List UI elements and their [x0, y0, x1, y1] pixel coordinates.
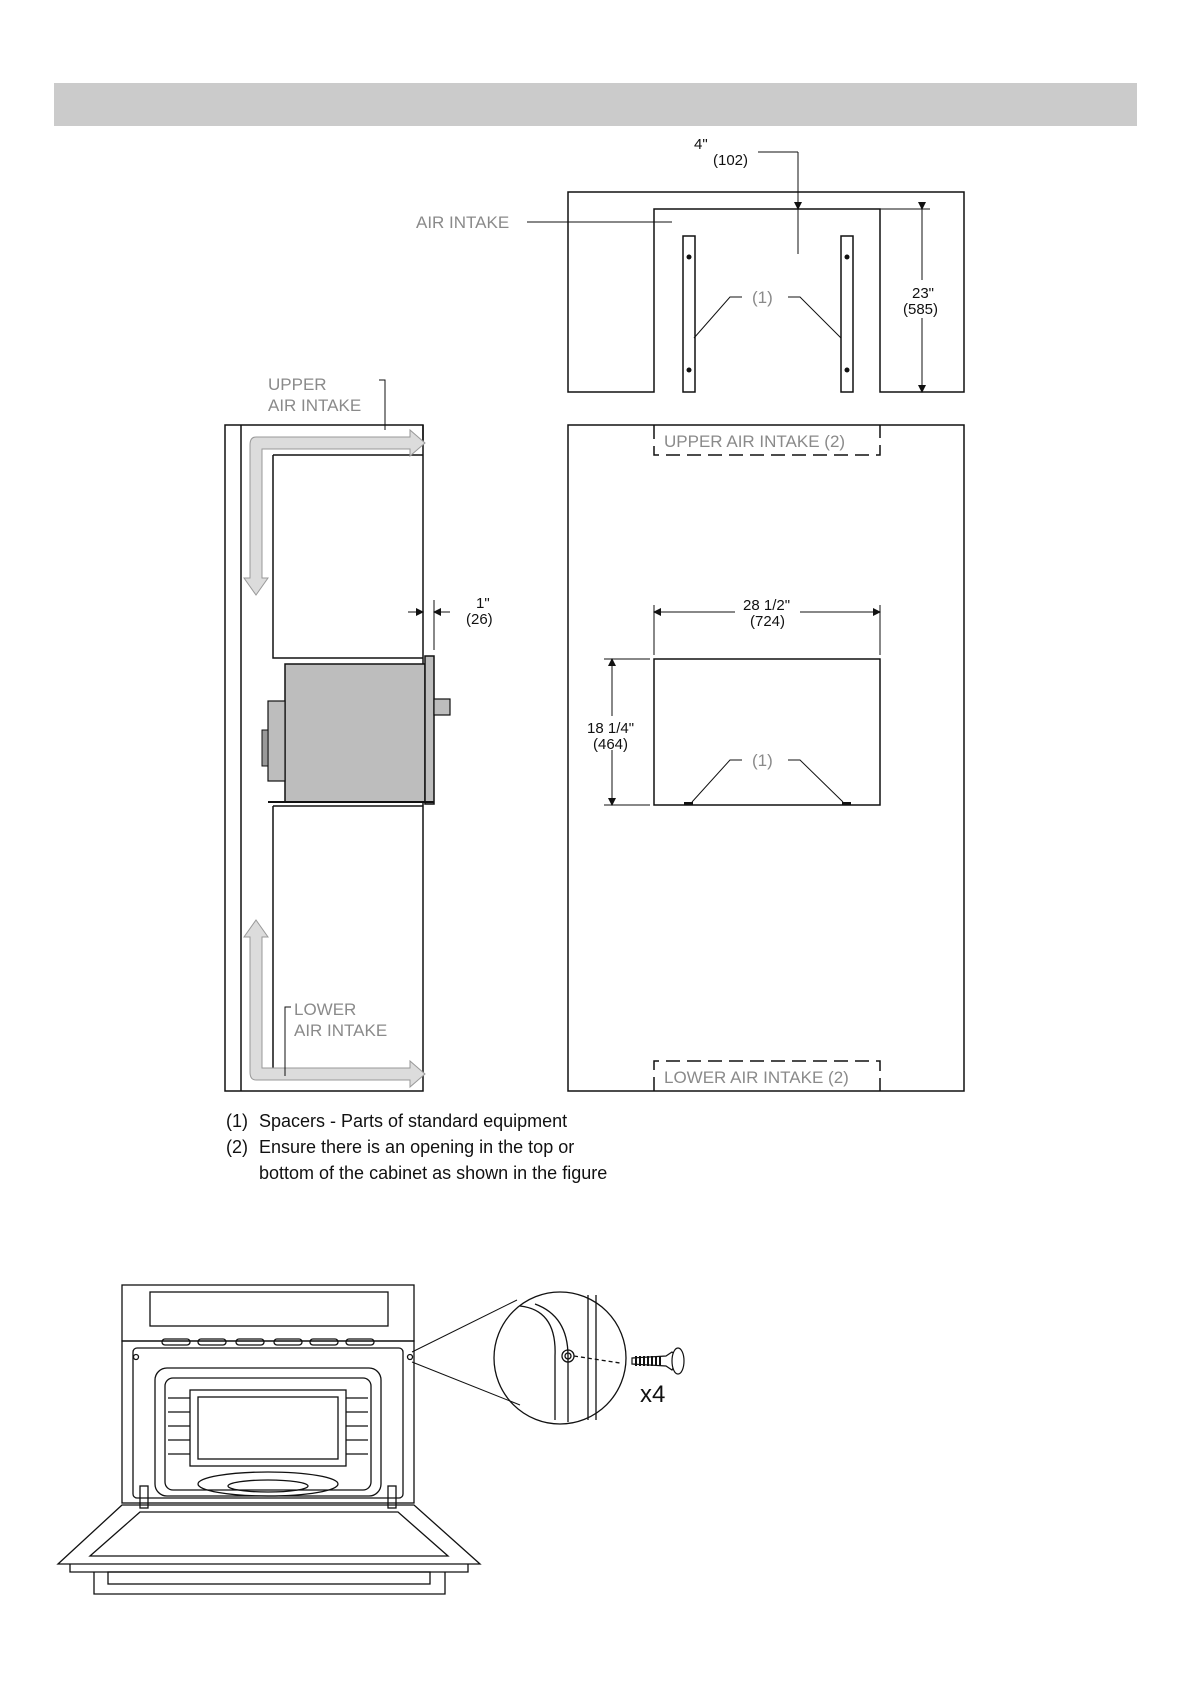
front-view-lower-intake-label: LOWER AIR INTAKE (2) — [664, 1068, 849, 1087]
front-view-spacer-right — [842, 802, 851, 805]
note-2-text-line2: bottom of the cabinet as shown in the figure — [259, 1163, 608, 1183]
note-2 — [226, 1134, 607, 1160]
note-2-number: (2) — [226, 1137, 248, 1157]
side-view-gap-dimension — [408, 600, 450, 650]
top-view-height-mm: (585) — [903, 301, 939, 318]
top-view-air-intake-label: AIR INTAKE — [416, 213, 510, 232]
note-1 — [226, 1108, 607, 1134]
top-view-height-in: 23" — [912, 285, 935, 302]
front-view-spacer-ref: (1) — [752, 751, 773, 770]
note-2-text-line1: Ensure there is an opening in the top or — [259, 1137, 575, 1157]
notes-list — [226, 1108, 607, 1186]
note-2-continued — [226, 1160, 607, 1186]
top-view-depth-dimension — [758, 152, 798, 254]
side-view-lower-intake-line2: AIR INTAKE — [294, 1021, 388, 1040]
top-view-spacer-left — [683, 236, 695, 392]
side-view-lower-intake-leader — [285, 1007, 291, 1076]
note-1-number: (1) — [226, 1111, 248, 1131]
side-view-upper-intake-leader — [379, 380, 385, 430]
front-view-width-in: 28 1/2" — [743, 597, 791, 614]
side-view-upper-intake-line1: UPPER — [268, 375, 327, 394]
screw-detail-magnifier — [494, 1292, 626, 1424]
side-view-upper-intake-line2: AIR INTAKE — [268, 396, 362, 415]
side-view-lower-intake-line1: LOWER — [294, 1000, 357, 1019]
side-view-gap-in: 1" — [476, 595, 490, 612]
screw-quantity: x4 — [640, 1381, 666, 1408]
front-view-spacer-left — [684, 802, 693, 805]
front-view-upper-intake-label: UPPER AIR INTAKE (2) — [664, 432, 846, 451]
top-view-depth-mm: (102) — [713, 152, 749, 169]
front-view-height-mm: (464) — [593, 736, 629, 753]
screw-icon — [632, 1348, 684, 1374]
top-view-spacer-right — [841, 236, 853, 392]
top-view-depth-in: 4" — [694, 136, 708, 153]
side-view-gap-mm: (26) — [466, 611, 493, 628]
front-view-cutout — [654, 659, 880, 805]
screw-detail-callout — [412, 1300, 520, 1405]
front-view-width-mm: (724) — [750, 613, 786, 630]
note-1-text: Spacers - Parts of standard equipment — [259, 1111, 568, 1131]
oven-front-illustration — [58, 1285, 480, 1594]
top-view-spacer-ref: (1) — [752, 288, 773, 307]
side-view-oven — [262, 656, 450, 804]
front-view-height-in: 18 1/4" — [587, 720, 635, 737]
